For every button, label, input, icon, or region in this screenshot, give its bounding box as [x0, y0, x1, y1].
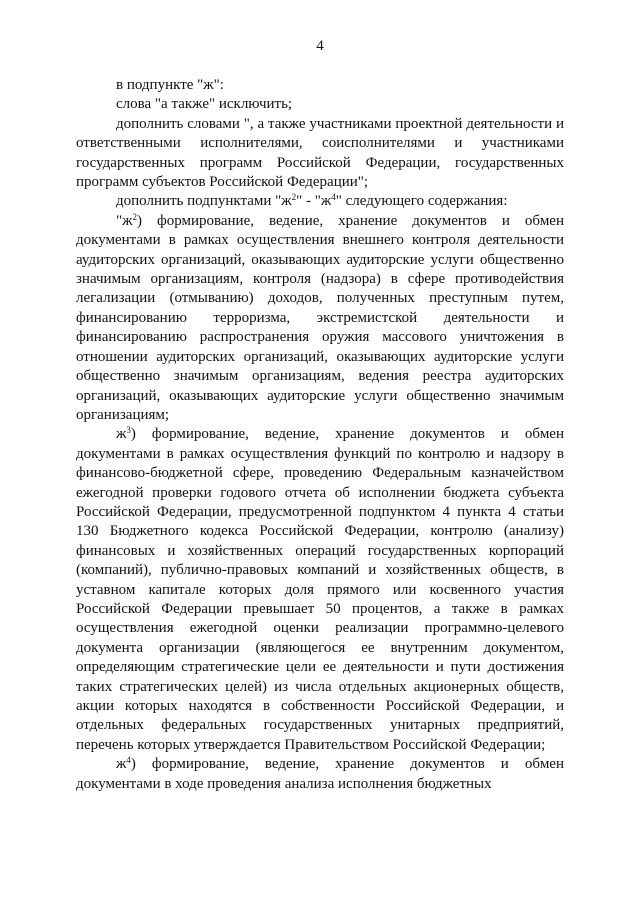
paragraph-subpoint-zh: в подпункте "ж": [116, 77, 224, 93]
text-run: " следующего содержания: [335, 193, 508, 210]
paragraph-supplement-words: дополнить словами ", а также участниками проектной деятельности и ответственными исполнителями, соисполнителями и участниками государственных программ Российской Федерации, государственных программ субъектов Российской Федерации"; [76, 115, 564, 191]
text-run: ) формирование, ведение, хранение документов и обмен документами в рамках осуществления внешнего контроля деятельности аудиторских организаций, оказывающих аудиторские услуги общественно значимым организациям, контроля (надзора) в сфере противодействия легализации (отмыванию) доходов, полученных преступным путем, финансированию терроризма, экстремистской деятельности и финансированию распространения оружия массового уничтожения в отношении аудиторских организаций, оказывающих аудиторские услуги общественно значимым организациям, ведения реестра аудиторских организаций, оказывающих аудиторские услуги общественно значимым организациям; [76, 212, 564, 423]
paragraph-exclude-words: слова "а также" исключить; [116, 96, 293, 113]
superscript: 4 [126, 755, 131, 766]
text-run: ) формирование, ведение, хранение документов и обмен документами в рамках осуществления функций по контролю и надзору в финансово-бюджетной сфере, проведению Федеральным казначейством ежегодной проверки годового отчета об исполнении бюджета субъекта Российской Федерации, предусмотренной подпунктом 4 пункта 4 статьи 130 Бюджетного кодекса Российской Федерации, контролю (анализу) финансовых и хозяйственных операций государственных корпораций (компаний), публично-правовых компаний и хозяйственных обществ, в уставном капитале которых доля прямого или косвенного участия Российской Федерации превышает 50 процентов, а также в рамках осуществления ежегодной оценки реализации программно-целевого документа организации (являющегося ее внутренним документом, определяющим стратегические цели ее деятельности и пути достижения таких стратегических целей) из числа отдельных акционерных обществ, акции которых находятся в собственности Российской Федерации, и отдельных федеральных государственных унитарных предприятий, перечень которых утверждается Правительством Российской Федерации; [76, 426, 564, 753]
page-number: 4 [316, 38, 324, 54]
text-run: ж [116, 756, 127, 773]
text-run: "ж [116, 212, 133, 229]
paragraph-subpoint-zh3 [76, 425, 564, 755]
text-run: " - "ж [296, 193, 332, 210]
paragraph-supplement-subpoints [76, 192, 564, 211]
document-body [76, 76, 564, 794]
paragraph-subpoint-zh4 [76, 755, 564, 794]
superscript: 2 [291, 192, 297, 203]
text-run: ж [116, 426, 127, 443]
paragraph-subpoint-zh2 [76, 212, 564, 425]
superscript: 2 [132, 211, 137, 222]
text-run: дополнить подпунктами "ж [116, 193, 292, 210]
text-run: ) формирование, ведение, хранение документов и обмен документами в ходе проведения анализа исполнения бюджетных [76, 756, 564, 792]
superscript: 3 [126, 425, 131, 436]
superscript: 4 [331, 192, 336, 203]
